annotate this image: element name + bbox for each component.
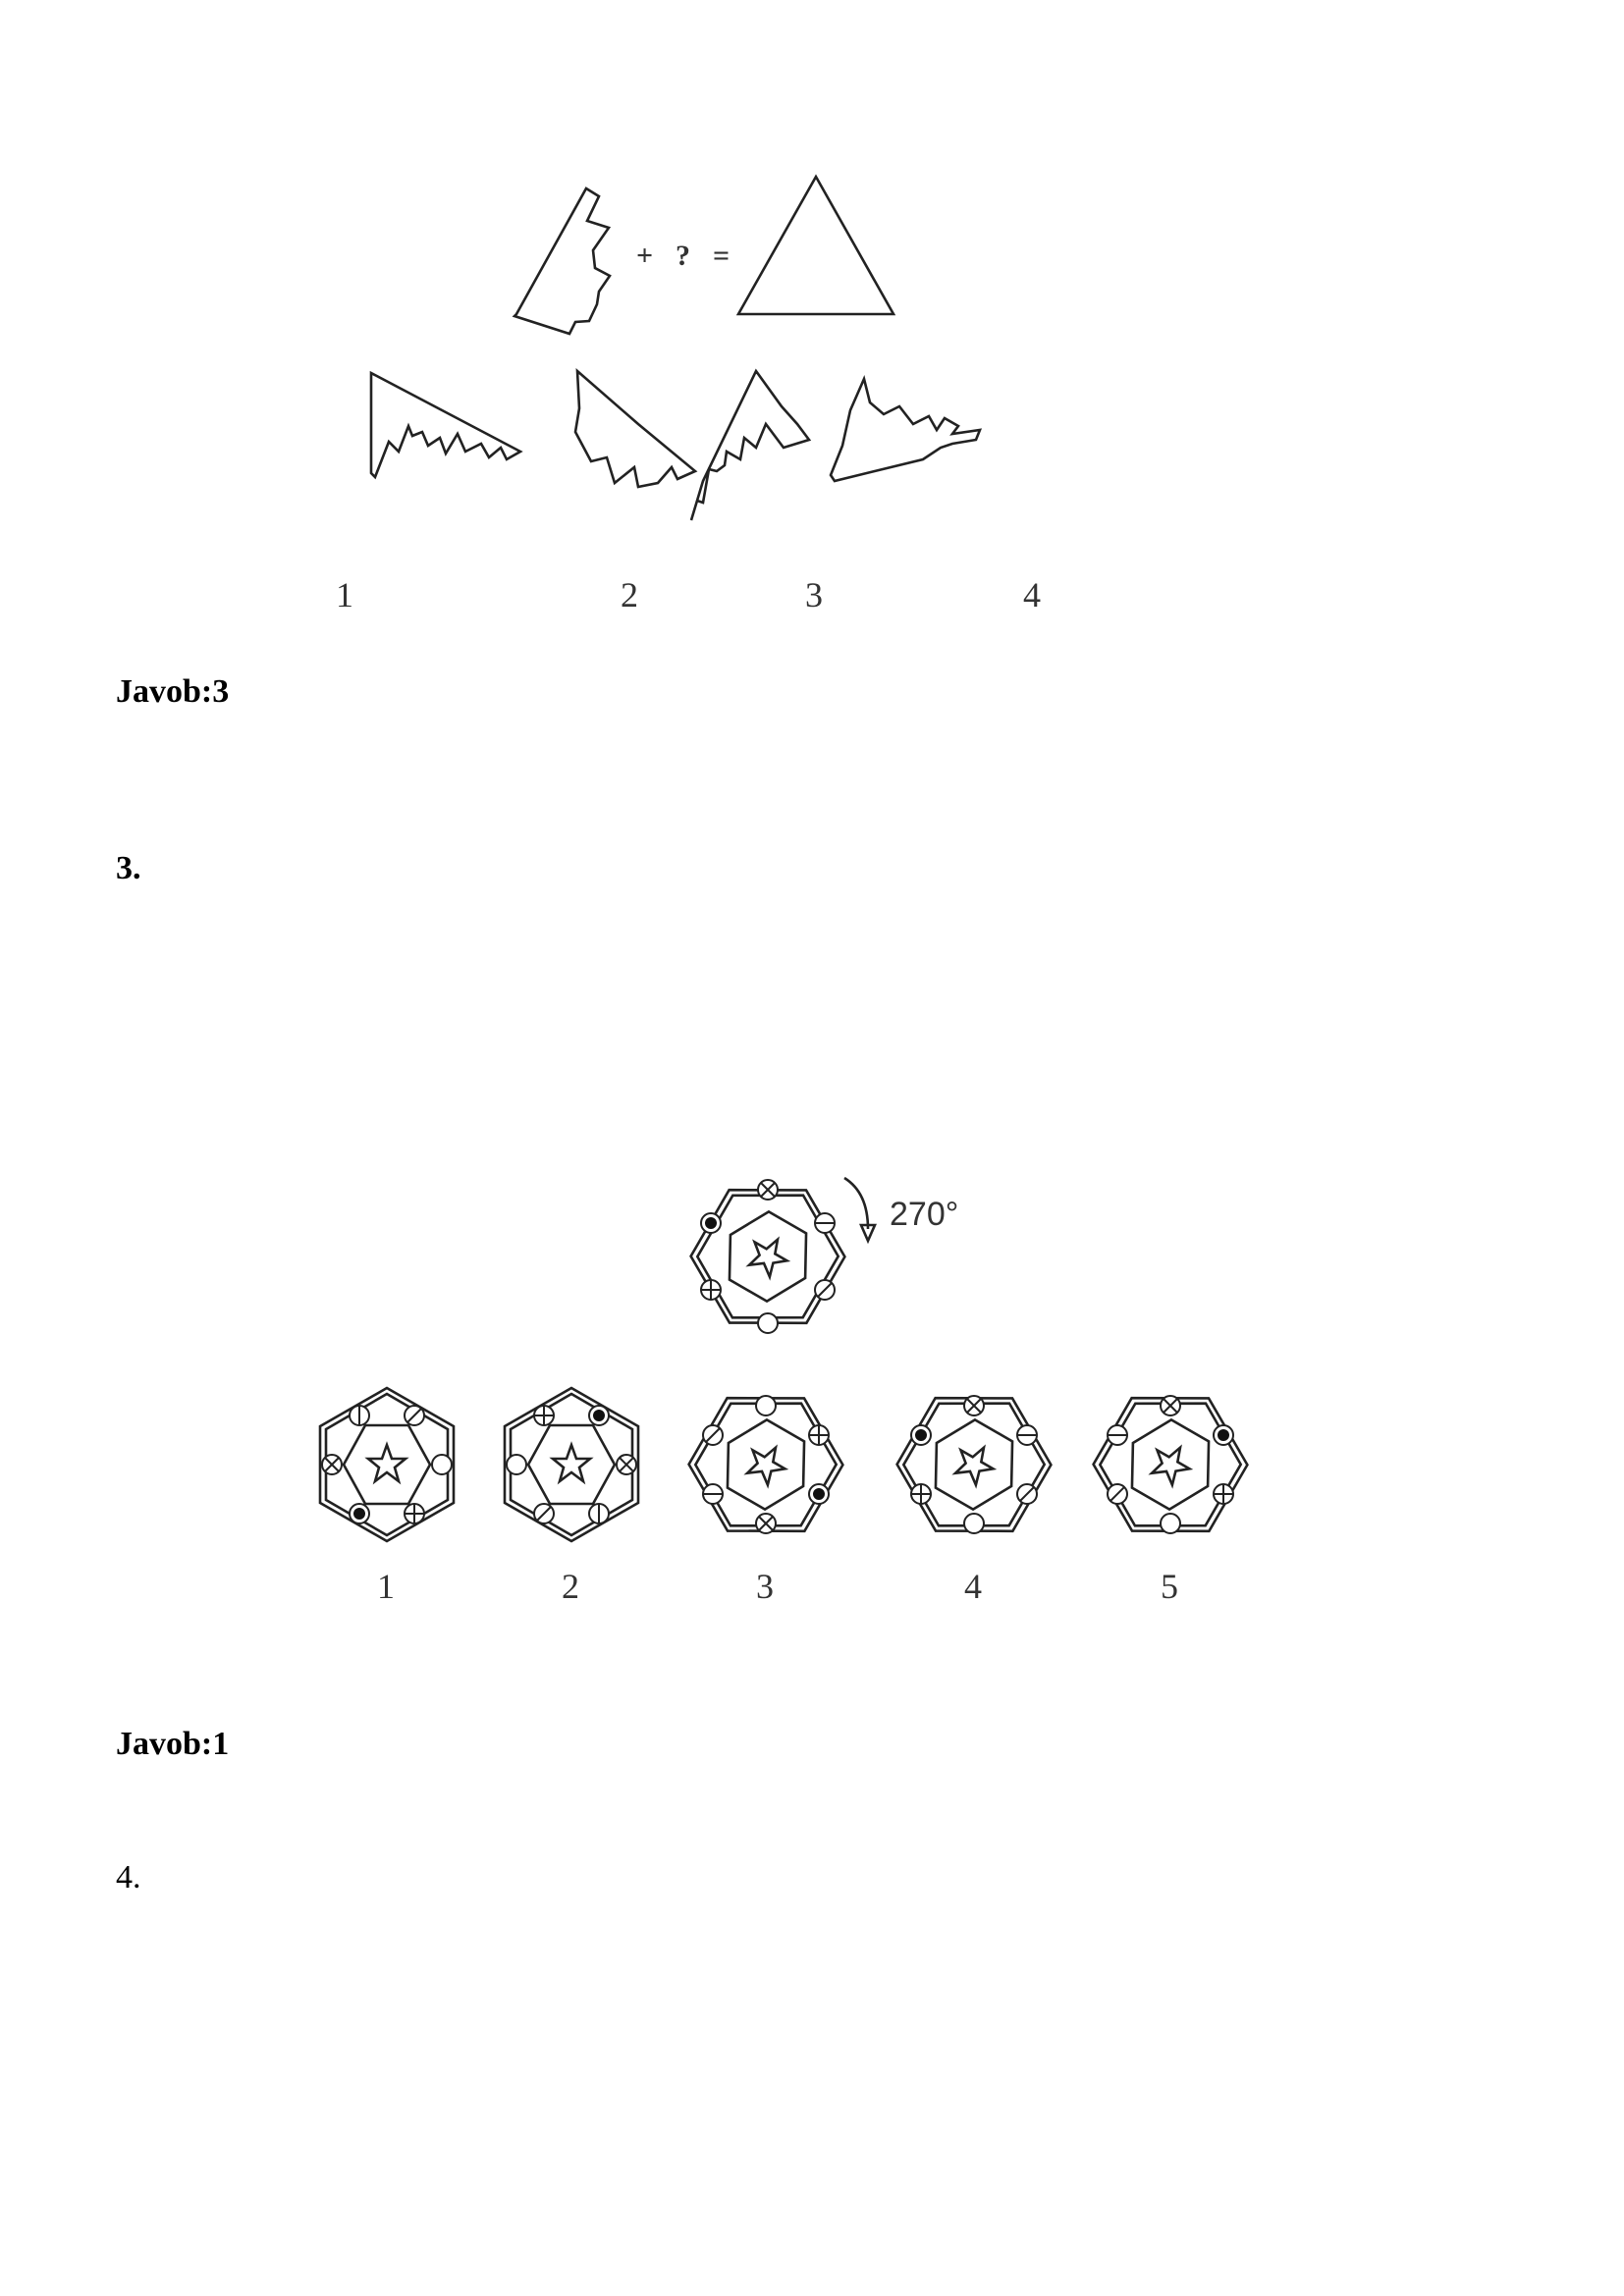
rotation-label: 270° (890, 1196, 959, 1233)
hexagon-option-5 (1074, 1364, 1267, 1564)
question-3-number: 3. (116, 850, 141, 886)
hexagon-option-4 (878, 1364, 1070, 1564)
answer-1: Javob:3 (116, 673, 230, 710)
equals-sign: = (713, 240, 731, 272)
given-triangle-piece (514, 188, 610, 334)
option-3-piece (691, 371, 809, 520)
hex-option-label-5: 5 (1161, 1567, 1178, 1606)
option-4-piece (831, 379, 980, 481)
hexagon-option-1 (320, 1388, 454, 1541)
triangle-puzzle-figure (336, 167, 1149, 618)
hexagon-option-2 (505, 1388, 638, 1541)
complete-triangle (738, 177, 893, 314)
plus-sign: + (636, 240, 654, 272)
option-label-1: 1 (336, 575, 353, 614)
hex-option-label-2: 2 (562, 1567, 579, 1606)
option-label-4: 4 (1023, 575, 1041, 614)
question-4-number: 4. (116, 1859, 141, 1896)
hex-option-label-4: 4 (964, 1567, 982, 1606)
hex-option-label-1: 1 (377, 1567, 395, 1606)
hexagon-rotation-figure (295, 1158, 1296, 1620)
option-1-piece (371, 373, 520, 477)
option-label-2: 2 (621, 575, 638, 614)
answer-2: Javob:1 (116, 1726, 230, 1762)
hexagon-option-3 (670, 1364, 862, 1564)
question-mark: ? (676, 240, 690, 272)
hex-option-label-3: 3 (756, 1567, 774, 1606)
option-label-3: 3 (805, 575, 823, 614)
rotation-arrow-icon (844, 1178, 868, 1229)
option-2-piece (575, 371, 695, 487)
